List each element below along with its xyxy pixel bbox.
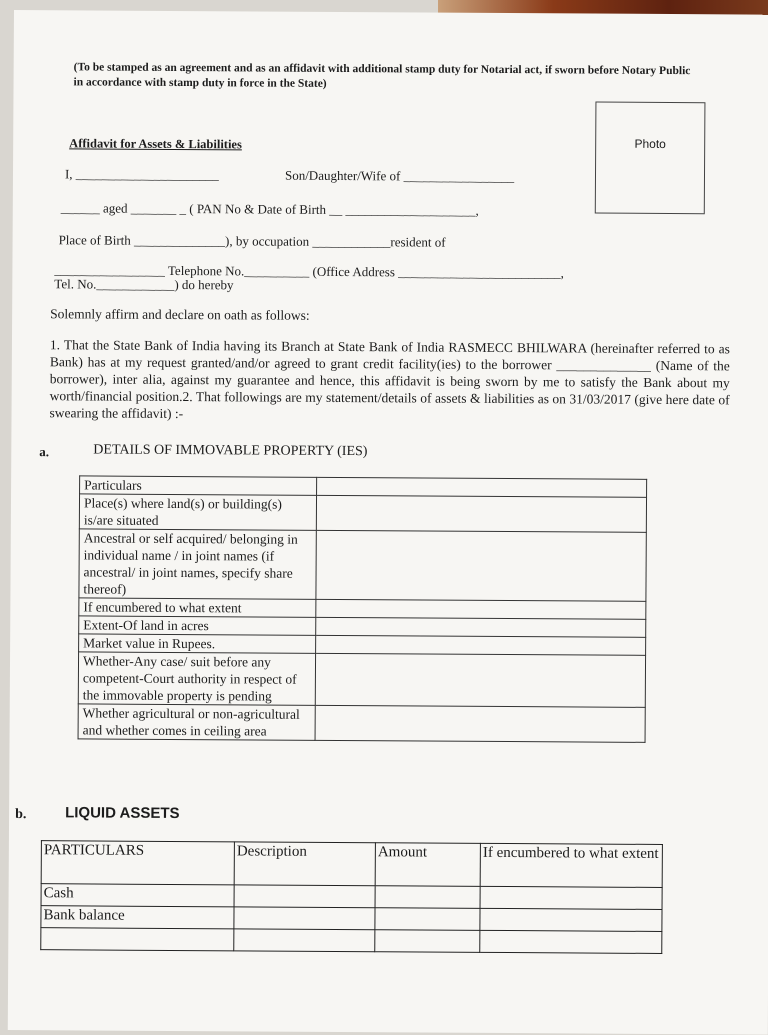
particular-cell: Market value in Rupees. <box>79 634 316 653</box>
row-label-empty <box>41 928 234 951</box>
value-cell <box>316 617 646 637</box>
table-cell <box>480 930 662 953</box>
row-label-cash: Cash <box>41 884 234 907</box>
particular-cell: Whether agricultural or non-agricultural and whether comes in ceiling area <box>78 704 315 740</box>
particular-cell: Whether-Any case/ suit before any competent-Court authority in respect of the immovable property is pending <box>78 652 315 705</box>
table-row <box>41 928 662 954</box>
declaration-paragraph: 1. That the State Bank of India having its Branch at State Bank of India RASMECC BHILWARA (hereinafter referred to as Bank) has at my request granted/and/or agreed to grant credit facility(ies) to the borrower ______________ (Name of the borrower), inter alia, against my guarantee and hence, this affidavit is being sworn by me to satisfy the Bank about my worth/financial position.2. That followings are my statement/details of assets & liabilities as on 31/03/2017 (give here date of swearing the affidavit) :- <box>49 337 730 422</box>
particular-cell: Extent-Of land in acres <box>79 616 316 635</box>
table-cell <box>375 908 480 931</box>
affidavit-page <box>8 10 768 1035</box>
column-header-encumbered: If encumbered to what extent <box>480 843 662 887</box>
column-header-description: Description <box>234 842 375 886</box>
value-cell <box>316 495 646 532</box>
immovable-property-table <box>78 475 648 742</box>
section-a-letter: a. <box>39 444 50 460</box>
particular-cell: Ancestral or self acquired/ belonging in individual name / in joint names (if ancestral/ in joint names, specify share thereof) <box>79 529 316 599</box>
relation-line: Son/Daughter/Wife of _________________ <box>284 167 515 185</box>
table-cell <box>375 930 480 953</box>
table-row <box>79 494 646 532</box>
table-row <box>78 704 645 742</box>
value-cell <box>315 653 645 707</box>
stamp-note: (To be stamped as an agreement and as an affidavit with additional stamp duty for Notarial act, if sworn before Notary Public in accordance with stamp duty in force in the State) <box>73 61 691 90</box>
value-cell <box>315 705 645 742</box>
table-cell <box>480 886 662 909</box>
particular-cell: If encumbered to what extent <box>79 598 316 617</box>
solemn-affirm-line: Solemnly affirm and declare on oath as follows: <box>50 306 310 323</box>
section-b-letter: b. <box>15 807 27 823</box>
liquid-assets-table <box>40 840 663 954</box>
particular-cell: Place(s) where land(s) or building(s) is/are situated <box>79 494 316 530</box>
tel-line: Tel. No.____________) do hereby <box>54 276 234 293</box>
table-cell <box>480 908 662 931</box>
table-cell <box>234 907 375 930</box>
table-row <box>78 652 645 707</box>
affidavit-heading: Affidavit for Assets & Liabilities <box>69 136 242 152</box>
age-pan-line: ______ aged _______ _ ( PAN No & Date of Birth __ ____________________, <box>60 200 479 218</box>
birth-occupation-line: Place of Birth ______________), by occupation ____________resident of <box>58 232 446 250</box>
section-b-title: LIQUID ASSETS <box>65 804 180 823</box>
photo-box <box>595 102 706 215</box>
value-cell <box>316 599 646 619</box>
table-cell <box>375 886 480 909</box>
column-header-amount: Amount <box>375 843 480 887</box>
table-cell <box>234 885 375 908</box>
telephone-line: _________________ Telephone No.__________ (Office Address _________________________, <box>54 262 564 281</box>
value-cell <box>316 635 646 655</box>
table-header-row <box>41 841 662 888</box>
value-cell <box>316 530 646 601</box>
column-header-particulars: PARTICULARS <box>41 841 234 885</box>
table-cell <box>234 929 375 952</box>
particular-cell: Particulars <box>80 476 317 495</box>
value-cell <box>317 477 647 497</box>
name-line: I, ______________________ <box>64 166 219 183</box>
section-a-title: DETAILS OF IMMOVABLE PROPERTY (IES) <box>93 442 368 460</box>
table-row <box>79 529 646 601</box>
row-label-bank-balance: Bank balance <box>41 906 234 929</box>
photo-label: Photo <box>634 136 666 151</box>
